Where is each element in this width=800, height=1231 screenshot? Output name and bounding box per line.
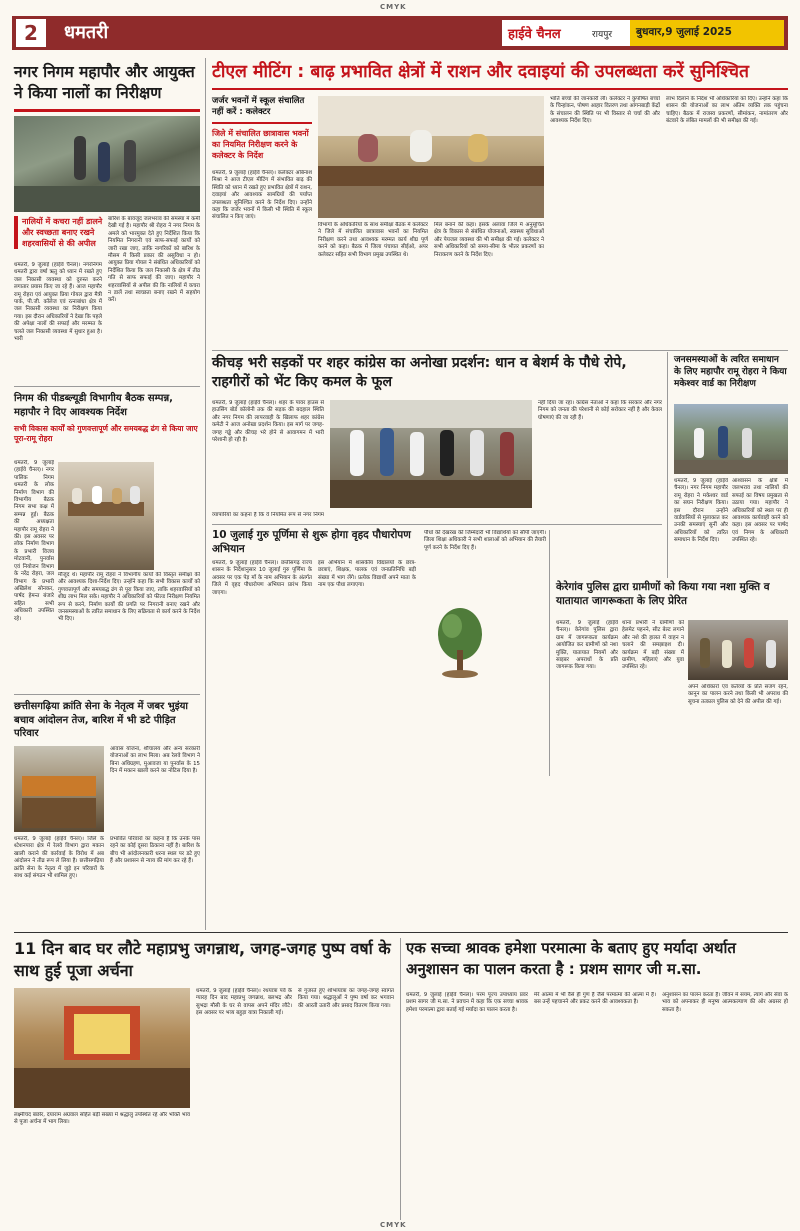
a4-body-col-3: मिल बनाने की कहा। इसके अलावा जिले में अनुसूचित क्षेत्र के विकास से संबंधित योजनाओं, स्वास्थ्य सुविधाओं और पेयजल व्यवस्था की भी समीक्षा की गई। कलेक्टर ने सभी अधिकारियों को समय-सीमा के भीतर प्रकरणों का निराकरण करने के निर्देश दिए। <box>434 222 544 258</box>
header-date: बुधवार,9 जुलाई 2025 <box>636 26 732 38</box>
a5-headline: कीचड़ भरी सड़कों पर शहर कांग्रेस का अनोखा प्रदर्शन: धान व बेशर्म के पौधे रोपे, राहगीरों को भेंट किए कमल के फूल <box>212 355 627 390</box>
a9-body-col-1: धमतरी, 9 जुलाई (हाईवे चैनल)। रथयात्रा पर्व के ग्यारह दिन बाद महाप्रभु जगन्नाथ, बलभद्र और सुभद्रा मौसी के घर से वापस अपने मंदिर लौटे। इस अवसर पर भव्य बहुड़ा यात्रा निकाली गई। <box>196 988 292 1017</box>
a1-pull-quote: नालियों में कचरा नहीं डालने और स्वच्छता बनाए रखने शहरवासियों से की अपील <box>14 216 110 249</box>
a1-body-col-2: बारिश के बावजूद जलभराव की समस्या में कमी देखी गई है। महापौर श्री रोहरा ने नगर निगम के अमले को भारमुक्त देते हुए निर्देशित किया कि नियमित निगरानी एवं साफ-सफाई कार्यों को जारी रखा जाए, ताकि नागरिकों को बारिश के मौसम में किसी प्रकार की असुविधा न हो। आयुक्त प्रिया गोयल ने संबंधित अधिकारियों को निर्देशित किया कि जल निकासी के क्षेत्र में तीव्र गति से साफ सफाई की जाए। महापौर ने शहरवासियों से अपील की कि नालियों में कचरा न डालें तथा स्वच्छता बनाए रखने में सहयोग करें। <box>108 216 200 304</box>
header-city: रायपुर <box>592 30 613 40</box>
a9-procession-photo <box>14 988 190 1108</box>
a2-photo <box>58 462 154 570</box>
section-title: धमतरी <box>64 22 109 43</box>
a8-body-col-1: धमतरी, 9 जुलाई (हाईवे चैनल)। केरेगांव पुलिस द्वारा ग्राम में जागरूकता कार्यक्रम आयोजित कर ग्रामीणों को नशा मुक्ति, यातायात नियमों और साइबर अपराधों के प्रति जागरूक किया गया। <box>556 620 618 671</box>
a1-photo <box>14 116 200 212</box>
a4-headline: टीएल मीटिंग : बाढ़ प्रभावित क्षेत्रों में राशन और दवाइयां की उपलब्धता करें सुनिश्चित <box>212 62 749 82</box>
a4-body-col-1: धमतरी, 9 जुलाई (हाईवे चैनल)। कलेक्टर अबिनाश मिश्रा ने आज टीएल मीटिंग में संभावित बाढ़ की स्थिति को ध्यान में रखते हुए प्रभावित क्षेत्रों में राशन, दवाइयां और आवश्यक सामग्रियों की पर्याप्त उपलब्धता सुनिश्चित करने के निर्देश दिए। उन्होंने कहा कि जर्जर भवनों में किसी भी स्थिति में स्कूल संचालित न किए जाएं। <box>212 170 312 221</box>
a2-pull-quote: सभी विकास कार्यों को गुणवत्तापूर्ण और समयबद्ध ढंग से किया जाए पूरा-रामू रोहरा <box>14 424 198 443</box>
registration-marks-bottom: CMYK <box>380 1221 407 1229</box>
a4-body-col-2: विभागों के अधिकारियों के साथ समीक्षा बैठक में कलेक्टर ने जिले में संचालित छात्रावास भवनों का नियमित निरीक्षण करने तथा आवश्यक मरम्मत कार्य शीघ्र पूर्ण करने को कहा। बैठक में जिला पंचायत सीईओ, अपर कलेक्टर सहित सभी विभाग प्रमुख उपस्थित थे। <box>318 222 428 258</box>
a3-body-col-3: प्रभावित परिवारों का कहना है कि उनके पास रहने का कोई दूसरा ठिकाना नहीं है। बारिश के बीच भी आंदोलनकारी धरना स्थल पर डटे हुए हैं और प्रशासन से न्याय की मांग कर रहे हैं। <box>110 836 200 865</box>
a8-police-photo <box>688 620 788 680</box>
a4-body-col-4: भांति बच्चों की जानकारी ली। कलेक्टर ने कुपोषित बच्चों के चिन्हांकन, पोषण आहार वितरण तथा आंगनबाड़ी केंद्रों के संचालन की स्थिति पर भी विस्तार से चर्चा की और आवश्यक निर्देश दिए। <box>550 96 660 125</box>
a6-body-col-3: पौधों की देखरेख की जिम्मेदारी भी विद्यार्थियों को सौंपी जाएगी। जिला शिक्षा अधिकारी ने सभी शालाओं को अभियान की तैयारी पूर्ण करने के निर्देश दिए हैं। <box>424 530 546 551</box>
brand-name: हाईवे चैनल <box>508 27 561 42</box>
a1-rule <box>14 109 200 112</box>
a4-body-col-5: लाभ दिलाने के निर्देश भी अधिकारियों को दिए। उन्होंने कहा कि शासन की योजनाओं का लाभ अंतिम व्यक्ति तक पहुंचना चाहिए। बैठक में राजस्व प्रकरणों, सीमांकन, नामांतरण और बंटवारे के लंबित मामलों की भी समीक्षा की गई। <box>666 96 788 125</box>
a5-body-col-5: नहीं दिया जा रहा। कांग्रेस नेताओं ने कहा कि सरकार और नगर निगम को जनता की परेशानी से कोई सरोकार नहीं है और केवल घोषणाएं की जा रही हैं। <box>538 400 662 421</box>
a4-meeting-photo <box>318 96 544 218</box>
a3-headline: छत्तीसगढ़िया क्रांति सेना के नेतृत्व में जबर भुइंया बचाव आंदोलन तेज, बारिश में भी डटे पीड़ित परिवार <box>14 701 189 739</box>
a8-body-col-3: अपने अधिकारों एवं कर्तव्यों के प्रति सजग रहने, कानून का पालन करने तथा किसी भी अपराध की सूचना तत्काल पुलिस को देने की अपील की गई। <box>688 684 788 705</box>
a9-headline: 11 दिन बाद घर लौटे महाप्रभु जगन्नाथ, जगह-जगह पुष्प वर्षा के साथ हुई पूजा अर्चना <box>14 939 391 980</box>
a8-body-col-2: थाना प्रभारी ने ग्रामीणों को हेलमेट पहनने, सीट बेल्ट लगाने और नशे की हालत में वाहन न चलाने की समझाइश दी। कार्यक्रम में बड़ी संख्या में ग्रामीण, महिलाएं और युवा उपस्थित रहे। <box>622 620 684 671</box>
a5-protest-photo <box>330 400 532 508</box>
a7-headline: जनसमस्याओं के त्वरित समाधान के लिए महापौर रामू रोहरा ने किया मकेश्वर वार्ड का निरीक्षण <box>674 355 787 389</box>
a2-body-col-2: मौजूद थे। महापौर रामू रोहरा ने विभागीय कार्यों की विस्तृत समीक्षा की और आवश्यक दिशा-निर्देश दिए। उन्होंने कहा कि सभी विकास कार्यों को गुणवत्तापूर्ण और समयबद्ध ढंग से पूरा किया जाए, ताकि शहरवासियों को शीघ्र लाभ मिल सके। महापौर ने अधिकारियों को फील्ड निरीक्षण नियमित रूप से करने, निर्माण कार्यों की प्रगति पर निगरानी बनाए रखने और जनसमस्याओं के त्वरित समाधान के लिए सक्रियता से कार्य करने के निर्देश भी दिए। <box>58 572 200 623</box>
a9-body-col-3: लक्ष्मीचंद बंछोर, दयाराम अग्रवाल सहित बड़ी संख्या में श्रद्धालु उपस्थित रहे और भक्ति भाव से पूजा अर्चना में भाग लिया। <box>14 1112 190 1126</box>
a7-body-col-2: आश्वासन के क्षेत्रों में जलभराव तथा नालियों की सफाई का विषय प्रमुखता से उठाया गया। महापौर ने अधिकारियों को स्थल पर ही आवश्यक कार्यवाही करने को कहा। इस अवसर पर पार्षद एवं निगम के अधिकारी उपस्थित रहे। <box>732 478 788 544</box>
page-header <box>12 16 788 50</box>
a10-headline: एक सच्चा श्रावक हमेशा परमात्मा के बताए हुए मर्यादा अर्थात अनुशासन का पालन करता है : प्रशम सागर जी म.सा. <box>406 939 736 978</box>
a3-photo <box>14 746 104 832</box>
a6-headline: 10 जुलाई गुरु पूर्णिमा से शुरू होगा वृहद पौधारोपण अभियान <box>212 529 411 555</box>
a10-body-col-1: धमतरी, 9 जुलाई (हाईवे चैनल)। परम पूज्य उपाध्याय प्रवर प्रशम सागर जी म.सा. ने प्रवचन में कहा कि एक सच्चा श्रावक हमेशा परमात्मा द्वारा बताई गई मर्यादा का पालन करता है। <box>406 992 528 1013</box>
registration-marks-top: CMYK <box>380 3 407 11</box>
a10-body-col-2: मेरे आत्मा में भी वैसे ही गुण हैं जैसे परमात्मा की आत्मा में हैं। बस उन्हें पहचानने और प्रकट करने की आवश्यकता है। <box>534 992 656 1006</box>
a7-photo <box>674 404 788 474</box>
a3-body-col-1: धमतरी, 9 जुलाई (हाईवे चैनल)। जिले के श्टेशनपारा क्षेत्र में रेलवे विभाग द्वारा मकान खाली कराने की कार्रवाई के विरोध में अब आंदोलन ने तीव्र रूप ले लिया है। छत्तीसगढ़िया क्रांति सेना के नेतृत्व में जुड़े इन परिवारों के साथ कई संगठन भी शामिल हुए। <box>14 836 104 880</box>
page-number: 2 <box>16 19 46 47</box>
a8-headline: केरेगांव पुलिस द्वारा ग्रामीणों को किया गया नशा मुक्ति व यातायात जागरूकता के लिए प्रेरित <box>556 581 770 607</box>
a5-body-col-2-cont: व्यापारियों का कहना है कि वे नियमित रूप से नगर निगम <box>212 512 324 518</box>
a1-body-col-1: धमतरी, 9 जुलाई (हाईवे चैनल)। नगरनिगम धमतरी द्वारा वर्षा ऋतु को ध्यान में रखते हुए जल निकासी व्यवस्था को दुरुस्त करने लगातार प्रयास किए जा रहे हैं। आज महापौर रामू रोहरा एवं आयुक्त प्रिया गोयल द्वारा मैत्री पार्क, पी.जी. कॉलेज एवं रत्नाबांधा क्षेत्र में जल निकासी व्यवस्था का निरीक्षण किया गया। इस दौरान अधिकारियों ने देखा कि पहले की अपेक्षा नालों की सफाई और मरम्मत के चलते जल निकासी व्यवस्था में सुधार हुआ है। भारी <box>14 262 102 343</box>
a7-body-col-1: धमतरी, 9 जुलाई (हाईवे चैनल)। नगर निगम महापौर रामू रोहरा ने मकेश्वर वार्ड का सघन निरीक्षण किया। इस दौरान उन्होंने वार्डवासियों से मुलाकात कर उनकी समस्याएं सुनीं और अधिकारियों को त्वरित समाधान के निर्देश दिए। <box>674 478 728 544</box>
a3-body-col-2: आवास योजना, शौचालय और अन्य सरकारी योजनाओं का लाभ मिला। अब रेलवे विभाग ने बिना अधिग्रहण, मुआवजा या पुनर्वास के 15 दिन में मकान खाली करने का नोटिस दिया है। <box>110 746 200 775</box>
a6-body-col-2: इस अभियान में शासकीय विद्यालयों के छात्र-छात्राएं, शिक्षक, पालक एवं जनप्रतिनिधि बड़ी संख्या में भाग लेंगे। प्रत्येक विद्यार्थी अपने माता के नाम एक पौधा लगाएगा। <box>318 560 416 589</box>
a5-body-col-1: धमतरी, 9 जुलाई (हाईवे चैनल)। शहर के पावर हाउस से हाउसिंग बोर्ड कॉलोनी तक की सड़क की बदहाल स्थिति और नगर निगम की लापरवाही के खिलाफ शहर कांग्रेस कमेटी ने आज अनोखा प्रदर्शन किया। इस मार्ग पर जगह-जगह गड्ढे और कीचड़ भरे होने से आवागमन में भारी परेशानी हो रही है। <box>212 400 324 444</box>
a9-body-col-2: से गुजरते हुए शोभायात्रा का जगह-जगह स्वागत किया गया। श्रद्धालुओं ने पुष्प वर्षा कर भगवान की आरती उतारी और प्रसाद वितरण किया गया। <box>298 988 394 1009</box>
a4-deck: जर्जर भवनों में स्कूल संचालित नहीं करें : कलेक्टर जिले में संचालित छात्रावास भवनों का नियमित निरीक्षण करने के कलेक्टर के निर्देश <box>212 96 312 161</box>
a10-body-col-3: अनुशासन का पालन करता है। जीवन में संयम, त्याग और सेवा के भाव को अपनाकर ही मनुष्य आत्मकल्याण की ओर अग्रसर हो सकता है। <box>662 992 788 1013</box>
a1-headline: नगर निगम महापौर और आयुक्त ने किया नालों का निरीक्षण <box>14 63 195 102</box>
a6-body-col-1: धमतरी, 9 जुलाई (हाईवे चैनल)। छत्तीसगढ़ राज्य शासन के निर्देशानुसार 10 जुलाई गुरु पूर्णिमा के अवसर पर एक पेड़ माँ के नाम अभियान के अंतर्गत जिले में वृहद पौधारोपण अभियान प्रारंभ किया जाएगा। <box>212 560 312 596</box>
a2-body-col-1: धमतरी, 9 जुलाई (हाईवे चैनल)। नगर पालिक निगम धमतरी के लोक निर्माण विभाग की विभागीय बैठक निगम सभा कक्ष में सम्पन्न हुई। बैठक की अध्यक्षता महापौर रामू रोहरा ने की। इस अवसर पर लोक निर्माण विभाग के प्रभारी विजय मोटवानी, पुनर्वास एवं नियोजन विभाग के नरेंद्र रोहरा, जल विभाग के प्रभारी अखिलेश सोनकर, पार्षद हेमन्त बंजारे सहित सभी अधिकारी उपस्थित रहे। <box>14 460 54 622</box>
a2-headline: निगम की पीडब्ल्यूडी विभागीय बैठक सम्पन्न, महापौर ने दिए आवश्यक निर्देश <box>14 393 173 418</box>
